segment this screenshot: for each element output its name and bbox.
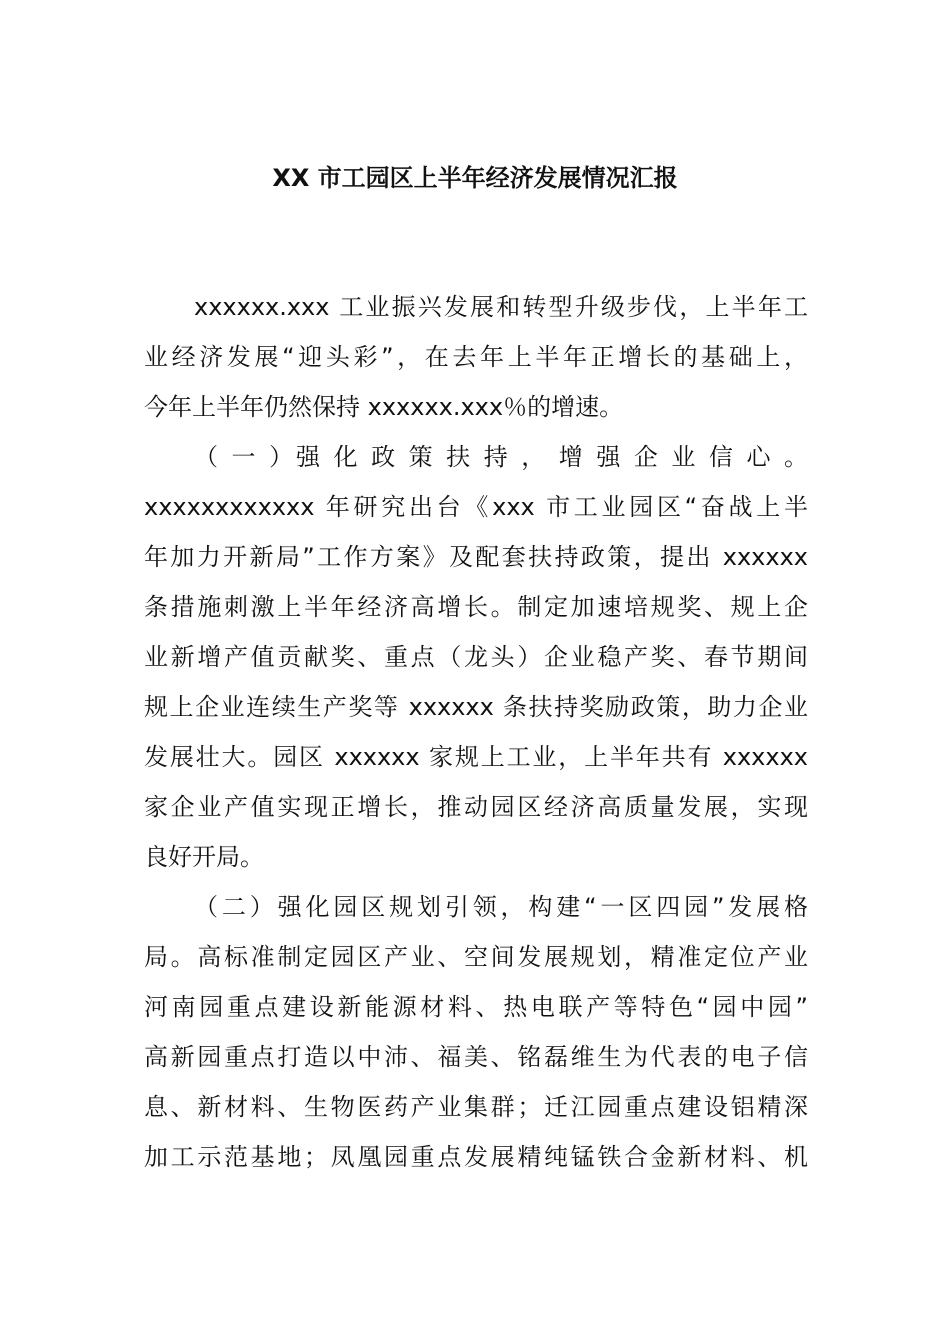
paragraph-line: 规上企业连续生产奖等 xxxxxx 条扶持奖励政策，助力企业 bbox=[144, 693, 808, 721]
section-heading-line: （二）强化园区规划引领，构建“一区四园”发展格 bbox=[194, 893, 808, 921]
paragraph-line: 年加力开新局”工作方案》及配套扶持政策，提出 xxxxxx bbox=[144, 543, 808, 571]
paragraph-line: 良好开局。 bbox=[144, 843, 264, 871]
section-heading-line: （ 一 ）强 化 政 策 扶 持 ， 增 强 企 业 信 心 。 bbox=[194, 443, 808, 471]
paragraph-line: 河南园重点建设新能源材料、热电联产等特色“园中园” bbox=[144, 993, 808, 1021]
paragraph-line: 今年上半年仍然保持 xxxxxx.xxx％的增速。 bbox=[144, 393, 624, 421]
paragraph-line: 发展壮大。园区 xxxxxx 家规上工业，上半年共有 xxxxxx bbox=[144, 743, 808, 771]
document-title: XX 市工园区上半年经济发展情况汇报 bbox=[272, 164, 678, 192]
paragraph-line: xxxxxxxxxxxx 年研究出台《xxx 市工业园区“奋战上半 bbox=[144, 493, 808, 521]
paragraph-line: 高新园重点打造以中沛、福美、铭磊维生为代表的电子信 bbox=[144, 1043, 808, 1071]
paragraph-line: 局。高标准制定园区产业、空间发展规划，精准定位产业 bbox=[144, 943, 808, 971]
paragraph-line: 息、新材料、生物医药产业集群；迁江园重点建设铝精深 bbox=[144, 1093, 808, 1121]
paragraph-line: 业新增产值贡献奖、重点（龙头）企业稳产奖、春节期间 bbox=[144, 643, 808, 671]
paragraph-line: xxxxxx.xxx 工业振兴发展和转型升级步伐，上半年工 bbox=[194, 293, 808, 321]
paragraph-line: 加工示范基地；凤凰园重点发展精纯锰铁合金新材料、机 bbox=[144, 1143, 808, 1171]
paragraph-line: 业经济发展“迎头彩”，在去年上半年正增长的基础上， bbox=[144, 343, 808, 371]
paragraph-line: 条措施刺激上半年经济高增长。制定加速培规奖、规上企 bbox=[144, 593, 808, 621]
document-body bbox=[144, 282, 808, 1182]
paragraph-line: 家企业产值实现正增长，推动园区经济高质量发展，实现 bbox=[144, 793, 808, 821]
